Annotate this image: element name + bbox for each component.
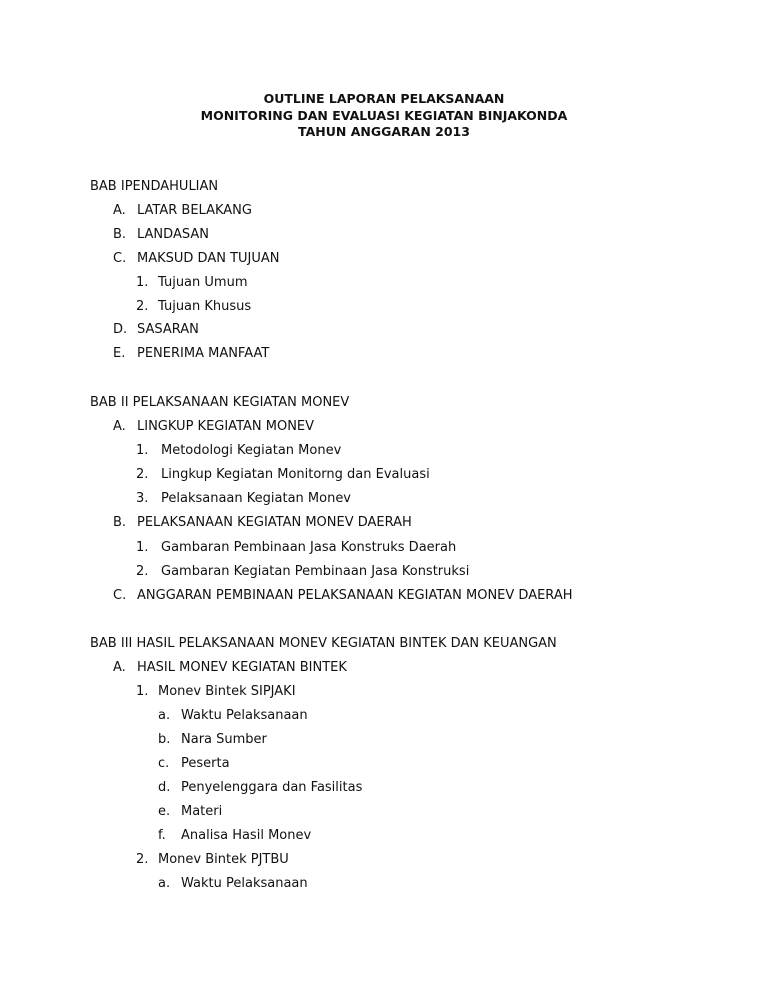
bab2-item-a: LINGKUP KEGIATAN MONEV xyxy=(137,419,315,434)
title-line-1: OUTLINE LAPORAN PELAKSANAAN xyxy=(263,91,505,106)
bab3-item-a1b-marker: b. xyxy=(158,732,171,747)
bab2-item-a1: Metodologi Kegiatan Monev xyxy=(161,443,342,458)
bab3-item-a1c: Peserta xyxy=(181,756,230,771)
bab2-heading: BAB II PELAKSANAAN KEGIATAN MONEV xyxy=(90,395,350,410)
bab1-item-e: PENERIMA MANFAAT xyxy=(137,346,270,361)
bab2-item-c: ANGGARAN PEMBINAAN PELAKSANAAN KEGIATAN MONEV DAERAH xyxy=(137,588,573,603)
bab3-item-a1f: Analisa Hasil Monev xyxy=(181,828,312,843)
title-line-2: MONITORING DAN EVALUASI KEGIATAN BINJAKONDA xyxy=(200,107,568,123)
bab3-item-a1e: Materi xyxy=(181,804,223,819)
bab3-item-a1d: Penyelenggara dan Fasilitas xyxy=(181,780,363,795)
bab2-item-a3-marker: 3. xyxy=(136,491,149,506)
bab3-item-a1c-marker: c. xyxy=(158,756,170,771)
bab3-item-a1a: Waktu Pelaksanaan xyxy=(181,708,308,723)
bab1-item-d: SASARAN xyxy=(137,322,199,337)
title-line-3: TAHUN ANGGARAN 2013 xyxy=(298,124,470,139)
bab2-item-b-marker: B. xyxy=(113,515,127,530)
bab2-item-b2-marker: 2. xyxy=(136,564,149,579)
bab2-item-a-marker: A. xyxy=(113,419,126,434)
bab1-item-c-marker: C. xyxy=(113,251,127,266)
bab2-item-a2: Lingkup Kegiatan Monitorng dan Evaluasi xyxy=(161,467,430,482)
bab3-item-a2: Monev Bintek PJTBU xyxy=(158,852,289,867)
bab2-item-b: PELAKSANAAN KEGIATAN MONEV DAERAH xyxy=(137,515,412,530)
bab2-item-c-marker: C. xyxy=(113,588,127,603)
bab1-item-c2: Tujuan Khusus xyxy=(158,299,252,314)
bab3-item-a1f-marker: f. xyxy=(158,828,166,843)
bab1-item-b-marker: B. xyxy=(113,227,127,242)
bab1-item-d-marker: D. xyxy=(113,322,128,337)
bab1-item-c1: Tujuan Umum xyxy=(158,275,248,290)
bab3-heading: BAB III HASIL PELAKSANAAN MONEV KEGIATAN BINTEK DAN KEUANGAN xyxy=(90,636,557,651)
bab3-item-a2-marker: 2. xyxy=(136,852,149,867)
bab3-item-a1-marker: 1. xyxy=(136,684,149,699)
bab3-item-a2a: Waktu Pelaksanaan xyxy=(181,876,308,891)
bab1-item-b: LANDASAN xyxy=(137,227,209,242)
bab2-item-b1: Gambaran Pembinaan Jasa Konstruks Daerah xyxy=(161,540,457,555)
bab3-item-a1d-marker: d. xyxy=(158,780,171,795)
bab2-item-a1-marker: 1. xyxy=(136,443,149,458)
bab2-item-a2-marker: 2. xyxy=(136,467,149,482)
bab3-item-a1a-marker: a. xyxy=(158,708,171,723)
bab1-item-a: LATAR BELAKANG xyxy=(137,203,252,218)
bab1-item-a-marker: A. xyxy=(113,203,126,218)
document-title xyxy=(0,91,768,141)
bab3-item-a1: Monev Bintek SIPJAKI xyxy=(158,684,296,699)
bab1-item-c: MAKSUD DAN TUJUAN xyxy=(137,251,280,266)
bab1-item-e-marker: E. xyxy=(113,346,126,361)
bab3-item-a-marker: A. xyxy=(113,660,126,675)
bab3-item-a2a-marker: a. xyxy=(158,876,171,891)
bab3-item-a: HASIL MONEV KEGIATAN BINTEK xyxy=(137,660,347,675)
bab2-item-a3: Pelaksanaan Kegiatan Monev xyxy=(161,491,352,506)
bab3-item-a1e-marker: e. xyxy=(158,804,171,819)
bab2-item-b1-marker: 1. xyxy=(136,540,149,555)
bab2-item-b2: Gambaran Kegiatan Pembinaan Jasa Konstruksi xyxy=(161,564,470,579)
bab1-item-c2-marker: 2. xyxy=(136,299,149,314)
bab3-item-a1b: Nara Sumber xyxy=(181,732,267,747)
bab1-item-c1-marker: 1. xyxy=(136,275,149,290)
bab1-heading: BAB IPENDAHULIAN xyxy=(90,179,219,194)
